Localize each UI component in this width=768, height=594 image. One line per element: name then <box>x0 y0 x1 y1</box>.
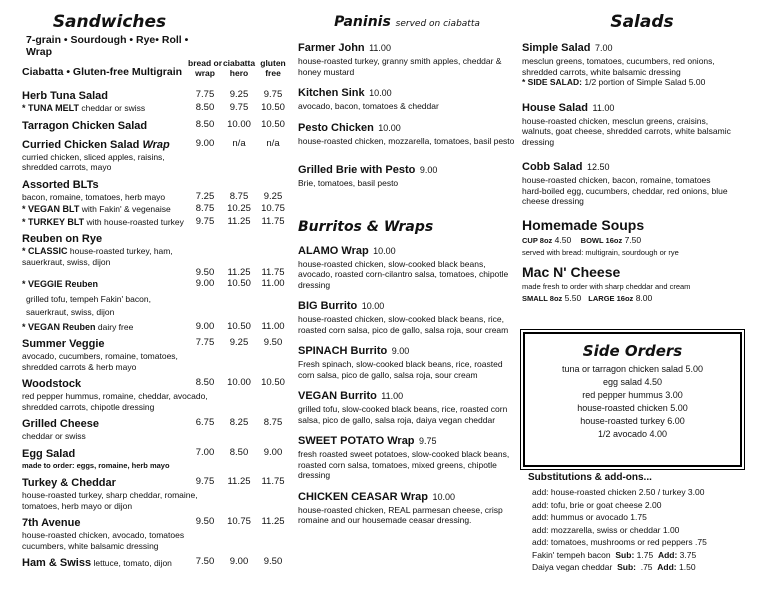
burrito-item <box>298 241 516 291</box>
price-header <box>22 58 290 84</box>
item-name: * VEGAN BLT <box>22 204 80 214</box>
panini-item <box>298 38 516 77</box>
addon-label: Daiya vegan cheddar <box>532 562 613 572</box>
side-order-item: house-roasted turkey 6.00 <box>580 416 685 426</box>
side-order-item: house-roasted chicken 5.00 <box>577 403 688 413</box>
menu-item-egg-salad <box>22 448 290 472</box>
menu-item-turkey-blt <box>22 217 290 228</box>
cup-label: CUP 8oz <box>522 235 553 245</box>
item-price: 9.75 <box>418 436 437 446</box>
price: 9.00 <box>229 556 249 567</box>
item-name: Assorted BLTs <box>22 178 99 191</box>
item-price: 9.00 <box>391 346 410 356</box>
col-header-gluten-free: gluten free <box>260 58 286 78</box>
item-name: Pesto Chicken <box>298 121 374 134</box>
item-name: * VEGGIE Reuben <box>22 279 99 289</box>
price: 9.00 <box>195 278 215 289</box>
price: 8.50 <box>195 118 215 130</box>
item-name: * VEGAN Reuben <box>22 321 96 332</box>
price: 11.00 <box>261 320 285 332</box>
small-label: SMALL 8oz <box>522 293 563 303</box>
item-desc: house-roasted chicken, mesclun greens, craisins, walnuts, goat cheese, shredded carrots, white balsamic dressing <box>522 115 731 147</box>
item-price: 10.00 <box>369 88 392 98</box>
price: 10.50 <box>261 377 285 388</box>
menu-item-blt <box>22 192 290 203</box>
price: 11.00 <box>261 278 285 289</box>
menu-item-classic-reuben <box>22 246 290 279</box>
item-name: 7th Avenue <box>22 517 81 529</box>
col-header-bread: bread or wrap <box>188 58 223 78</box>
side-order-item: egg salad 4.50 <box>602 377 663 387</box>
item-name: * TURKEY BLT <box>22 216 85 227</box>
item-name: * TUNA MELT <box>22 103 79 113</box>
price: 10.50 <box>261 102 285 113</box>
side-order-item: red pepper hummus 3.00 <box>582 390 683 400</box>
mac-section <box>522 264 762 305</box>
item-name: Grilled Brie with Pesto <box>298 164 416 176</box>
soups-title: Homemade Soups <box>522 216 645 233</box>
cup-price: 4.50 <box>554 234 572 245</box>
addon-item: add: mozzarella, swiss or cheddar 1.00 <box>532 524 680 535</box>
salads-title: Salads <box>610 12 674 32</box>
price: 9.75 <box>263 89 283 100</box>
burritos-title: Burritos & Wraps <box>298 218 434 235</box>
item-desc: house-roasted chicken, avocado, tomatoes cucumbers, white balsamic dressing <box>22 530 185 551</box>
sub-price: 1.75 <box>636 549 654 560</box>
item-name: SPINACH Burrito <box>298 345 388 357</box>
item-name: Cobb Salad <box>522 161 583 173</box>
item-desc: house-roasted turkey, sharp cheddar, romaine, tomatoes, herb mayo or dijon <box>22 490 198 511</box>
addon-item: add: tomatoes, mushrooms or red peppers .75 <box>532 537 707 547</box>
menu-item-tuna-melt <box>22 103 290 114</box>
price: 9.50 <box>263 337 283 348</box>
item-desc: grilled tofu, tempeh Fakin' bacon, sauerkraut, swiss, dijon <box>26 293 151 317</box>
item-name: VEGAN Burrito <box>298 390 377 402</box>
mac-note: made fresh to order with sharp cheddar and cream <box>522 281 691 291</box>
item-desc: bacon, romaine, tomatoes, herb mayo <box>22 191 166 202</box>
sub-label: Sub: <box>617 562 636 572</box>
sub-price: .75 <box>640 562 653 572</box>
price: 11.25 <box>227 215 251 227</box>
item-name: Reuben on Rye <box>22 233 103 245</box>
item-note: house-roasted turkey, ham, sauerkraut, swiss, dijon <box>22 246 173 267</box>
price: 10.75 <box>261 203 285 214</box>
item-desc: mesclun greens, tomatoes, cucumbers, red onions, shredded carrots, white balsamic dressing <box>522 56 715 77</box>
menu-item-summer-veggie <box>22 338 290 372</box>
price: 9.00 <box>195 137 215 149</box>
side-order-item: tuna or tarragon chicken salad 5.00 <box>561 364 704 374</box>
menu-item-curried-chicken <box>22 139 290 173</box>
substitutions-section <box>528 471 760 574</box>
item-name: Ham & Swiss <box>22 557 92 569</box>
burrito-item <box>298 296 516 335</box>
item-desc: grilled tofu, slow-cooked black beans, rice, roasted corn salsa, pico de gallo, salsa roja, daiya vegan cheddar <box>298 404 508 425</box>
item-price: 9.00 <box>419 165 438 175</box>
item-desc: house-roasted turkey, granny smith apples, cheddar & honey mustard <box>298 56 502 77</box>
item-price: 11.00 <box>369 43 391 53</box>
large-label: LARGE 16oz <box>588 293 634 303</box>
item-note: with house-roasted turkey <box>86 216 184 227</box>
item-note: lettuce, tomato, dijon <box>93 558 172 568</box>
price: 9.50 <box>195 516 215 527</box>
price: 10.75 <box>227 516 251 527</box>
item-name: Kitchen Sink <box>298 87 365 99</box>
col-header-ciabatta: ciabatta hero <box>222 58 256 78</box>
item-desc: red pepper hummus, romaine, cheddar, avocado, shredded carrots, chipotle dressing <box>22 391 208 412</box>
menu-item-herb-tuna <box>22 90 290 103</box>
item-price: 11.00 <box>592 102 615 113</box>
item-name: Curried Chicken Salad <box>22 138 140 151</box>
salads-column <box>522 0 762 305</box>
price: 9.25 <box>263 190 283 202</box>
price: 10.25 <box>227 203 251 214</box>
item-name: * CLASSIC <box>22 246 68 256</box>
item-name: SWEET POTATO Wrap <box>298 435 415 447</box>
price: 7.75 <box>195 337 215 348</box>
sub-label: Sub: <box>615 549 635 560</box>
item-name: Herb Tuna Salad <box>22 90 108 102</box>
burrito-item <box>298 487 516 526</box>
price: 10.00 <box>227 118 251 130</box>
addon-item: add: tofu, brie or goat cheese 2.00 <box>532 499 662 510</box>
item-desc: cheddar or swiss <box>22 431 86 441</box>
item-desc: Brie, tomatoes, basil pesto <box>298 178 399 188</box>
item-desc: avocado, cucumbers, romaine, tomatoes, shredded carrots & herb mayo <box>22 351 178 372</box>
item-name: House Salad <box>522 101 589 114</box>
paninis-title <box>298 14 516 30</box>
breads-line-1: 7-grain • Sourdough • Rye• Roll • Wrap <box>26 34 189 58</box>
price: 9.75 <box>195 215 215 227</box>
panini-item <box>298 160 516 189</box>
item-price: 12.50 <box>586 162 610 172</box>
price: 9.75 <box>229 102 249 113</box>
menu-item-assorted-blts <box>22 179 290 192</box>
soups-note: served with bread: multigrain, sourdough or rye <box>522 247 679 257</box>
bowl-price: 7.50 <box>624 234 642 245</box>
item-name: Egg Salad <box>22 447 76 460</box>
add-label: Add: <box>657 549 678 560</box>
item-price: 10.00 <box>373 245 396 256</box>
price: 11.25 <box>227 476 251 487</box>
price: 11.75 <box>261 267 285 278</box>
item-name: Farmer John <box>298 42 365 54</box>
item-desc: house-roasted chicken, bacon, romaine, tomatoes hard-boiled egg, cucumbers, cheddar, red onions, blue cheese dressing <box>522 175 728 206</box>
item-name: Summer Veggie <box>22 338 105 350</box>
item-price: 7.00 <box>594 43 613 53</box>
mac-title: Mac N' Cheese <box>522 263 621 280</box>
item-desc: house-roasted chicken, REAL parmesan cheese, crisp romaine and our housemade ceasar dressing. <box>298 504 503 525</box>
item-desc: fresh roasted sweet potatoes, slow-cooked black beans, roasted corn salsa, tomatoes, mixed greens, chipotle dressing <box>298 449 510 480</box>
item-desc: made to order: eggs, romaine, herb mayo <box>22 460 170 470</box>
menu-item-reuben-on-rye <box>22 233 290 246</box>
price: 8.50 <box>195 377 215 388</box>
item-desc: house-roasted chicken, mozzarella, tomatoes, basil pesto <box>298 135 515 146</box>
add-price: 3.75 <box>679 549 697 560</box>
panini-item <box>298 83 516 112</box>
substitutions-title: Substitutions & add-ons... <box>528 472 652 483</box>
price: n/a <box>232 137 246 149</box>
item-name: CHICKEN CEASAR Wrap <box>298 490 428 503</box>
price: 11.75 <box>261 476 285 487</box>
menu-item-grilled-cheese <box>22 418 290 442</box>
paninis-title-text: Paninis <box>334 14 391 30</box>
price: 10.50 <box>261 118 285 130</box>
addon-daiya <box>532 561 760 574</box>
side-order-item: 1/2 avocado 4.00 <box>597 429 668 439</box>
panini-item <box>298 118 516 147</box>
addon-item: add: house-roasted chicken 2.50 / turkey 3.00 <box>532 487 705 497</box>
item-desc: avocado, bacon, tomatoes & cheddar <box>298 101 439 111</box>
item-note: cheddar or swiss <box>81 103 146 113</box>
item-desc: curried chicken, sliced apples, raisins, shredded carrots, mayo <box>22 151 165 172</box>
menu-item-tarragon <box>22 120 290 133</box>
item-name: ALAMO Wrap <box>298 244 369 257</box>
price: 10.50 <box>227 320 251 332</box>
breads-line-2: Ciabatta • Gluten-free Multigrain <box>22 66 183 78</box>
price: 8.75 <box>229 190 249 202</box>
small-price: 5.50 <box>564 292 582 303</box>
salad-item <box>522 98 762 148</box>
item-desc: Fresh spinach, slow-cooked black beans, rice, roasted corn salsa, pico de gallo, salsa roja, sour cream <box>298 359 503 380</box>
addon-label: Fakin' tempeh bacon <box>532 549 611 560</box>
price: 8.75 <box>263 417 283 428</box>
price: 9.25 <box>229 89 249 100</box>
addon-fakin <box>532 549 760 562</box>
paninis-subtitle: served on ciabatta <box>395 19 480 29</box>
item-name-suffix: Wrap <box>142 138 170 151</box>
price: 11.25 <box>227 267 251 278</box>
menu-item-veggie-reuben <box>22 279 290 290</box>
soups-section <box>522 217 762 258</box>
item-price: 10.00 <box>378 122 401 133</box>
item-name: Woodstock <box>22 378 82 390</box>
price: 6.75 <box>195 417 215 428</box>
addon-item: add: hummus or avocado 1.75 <box>532 512 647 522</box>
add-price: 1.50 <box>679 562 696 572</box>
paninis-burritos-column <box>298 0 516 526</box>
sandwiches-title: Sandwiches <box>52 12 167 32</box>
item-note: dairy free <box>97 321 134 332</box>
price: 9.50 <box>195 267 215 278</box>
side-orders-title: Side Orders <box>582 342 683 360</box>
price: 10.00 <box>227 377 251 388</box>
item-name: Turkey & Cheddar <box>22 477 116 489</box>
item-name: Tarragon Chicken Salad <box>22 119 148 132</box>
price: 9.50 <box>263 556 283 567</box>
sandwiches-column <box>22 0 290 570</box>
price: n/a <box>266 137 280 149</box>
item-price: 10.00 <box>432 491 455 502</box>
menu-item-turkey-cheddar <box>22 477 290 511</box>
add-label: Add: <box>657 562 677 572</box>
item-price: 10.00 <box>361 301 385 311</box>
item-desc: house-roasted chicken, slow-cooked black beans, avocado, roasted corn-cilantro salsa, tomatoes, chipotle dressing <box>298 258 509 290</box>
price: 8.75 <box>195 203 215 214</box>
price: 8.50 <box>195 102 215 113</box>
menu-item-7th-avenue <box>22 517 290 551</box>
side-orders-box <box>523 332 742 467</box>
burrito-item <box>298 341 516 380</box>
veggie-reuben-desc <box>22 293 290 319</box>
price: 7.25 <box>195 190 215 202</box>
price: 11.25 <box>261 516 285 527</box>
bowl-label: BOWL 16oz <box>580 235 623 245</box>
item-note: with Fakin' & vegenaise <box>81 204 171 214</box>
menu-item-ham-swiss <box>22 557 290 570</box>
item-price: 11.00 <box>381 391 404 401</box>
menu-item-vegan-reuben <box>22 322 290 333</box>
price: 8.50 <box>229 446 249 458</box>
item-name: Simple Salad <box>522 42 591 54</box>
salad-item <box>522 157 762 207</box>
item-name: BIG Burrito <box>298 300 358 312</box>
menu-item-vegan-blt <box>22 204 290 215</box>
item-name: Grilled Cheese <box>22 418 100 430</box>
price: 9.00 <box>195 320 215 332</box>
price: 7.00 <box>195 446 215 458</box>
burrito-item <box>298 431 516 481</box>
price: 7.75 <box>195 89 215 100</box>
price: 8.25 <box>229 417 249 428</box>
price: 9.00 <box>263 446 283 458</box>
price: 7.50 <box>195 556 215 567</box>
large-price: 8.00 <box>635 292 653 303</box>
side-salad-label: * SIDE SALAD: <box>522 77 582 87</box>
menu-item-woodstock <box>22 378 290 412</box>
price: 11.75 <box>261 215 285 227</box>
price: 9.75 <box>195 476 215 487</box>
side-salad-text: 1/2 portion of Simple Salad 5.00 <box>584 77 706 87</box>
burrito-item <box>298 386 516 425</box>
price: 10.50 <box>227 278 251 289</box>
item-desc: house-roasted chicken, slow-cooked black beans, rice, roasted corn salsa, pico de gallo, salsa roja, sour cream <box>298 314 509 335</box>
salad-item <box>522 38 762 88</box>
price: 9.25 <box>229 337 249 348</box>
